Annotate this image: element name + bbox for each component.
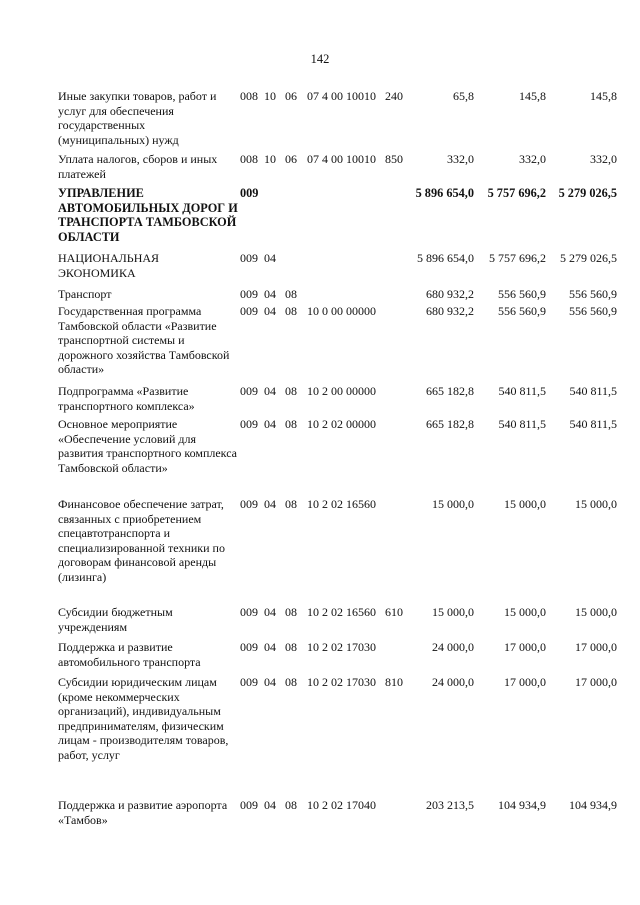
ministry-code: 009	[240, 304, 258, 318]
ministry-code: 009	[240, 675, 258, 689]
subsection-code: 08	[285, 675, 297, 689]
ministry-code: 009	[240, 287, 258, 301]
target-item-code: 10 2 02 16560	[307, 497, 376, 511]
target-item-code: 10 2 02 17030	[307, 640, 376, 654]
amount-year-2: 17 000,0	[504, 640, 546, 654]
section-code: 04	[264, 605, 276, 619]
row-name: Субсидии бюджетным учреждениям	[58, 605, 173, 634]
amount-year-3: 15 000,0	[575, 497, 617, 511]
subsection-code: 08	[285, 497, 297, 511]
amount-year-1: 332,0	[447, 152, 474, 166]
target-item-code: 10 2 00 00000	[307, 384, 376, 398]
amount-year-2: 17 000,0	[504, 675, 546, 689]
target-item-code: 10 2 02 17040	[307, 798, 376, 812]
row-name: Поддержка и развитие аэропорта «Тамбов»	[58, 798, 228, 827]
amount-year-3: 556 560,9	[569, 304, 617, 318]
amount-year-1: 665 182,8	[426, 417, 474, 431]
amount-year-1: 665 182,8	[426, 384, 474, 398]
amount-year-1: 24 000,0	[432, 640, 474, 654]
section-code: 04	[264, 417, 276, 431]
expense-type-code: 810	[385, 675, 403, 689]
subsection-code: 08	[285, 417, 297, 431]
section-code: 10	[264, 89, 276, 103]
ministry-code: 009	[240, 417, 258, 431]
amount-year-2: 104 934,9	[498, 798, 546, 812]
expense-type-code: 240	[385, 89, 403, 103]
amount-year-1: 15 000,0	[432, 497, 474, 511]
subsection-code: 06	[285, 89, 297, 103]
amount-year-3: 15 000,0	[575, 605, 617, 619]
amount-year-3: 17 000,0	[575, 640, 617, 654]
amount-year-2: 332,0	[519, 152, 546, 166]
subsection-code: 08	[285, 304, 297, 318]
amount-year-1: 5 896 654,0	[415, 186, 474, 200]
amount-year-3: 17 000,0	[575, 675, 617, 689]
row-name: Субсидии юридическим лицам (кроме некоммерческих организаций), индивидуальным предпринимателям, физическим лицам - производителям товаров, работ, услуг	[58, 675, 229, 762]
amount-year-1: 24 000,0	[432, 675, 474, 689]
subsection-code: 08	[285, 640, 297, 654]
amount-year-2: 5 757 696,2	[489, 251, 546, 265]
row-name: Основное мероприятие «Обеспечение условий для развития транспортного комплекса Тамбовской области»	[58, 417, 238, 475]
amount-year-1: 5 896 654,0	[417, 251, 474, 265]
amount-year-2: 540 811,5	[498, 384, 546, 398]
ministry-code: 009	[240, 186, 259, 200]
subsection-code: 08	[285, 384, 297, 398]
section-code: 10	[264, 152, 276, 166]
target-item-code: 07 4 00 10010	[307, 89, 376, 103]
expense-type-code: 610	[385, 605, 403, 619]
amount-year-2: 15 000,0	[504, 497, 546, 511]
ministry-code: 008	[240, 152, 258, 166]
ministry-code: 009	[240, 251, 258, 265]
section-code: 04	[264, 798, 276, 812]
amount-year-1: 680 932,2	[426, 304, 474, 318]
subsection-code: 08	[285, 798, 297, 812]
ministry-code: 009	[240, 798, 258, 812]
amount-year-3: 145,8	[590, 89, 617, 103]
target-item-code: 10 2 02 00000	[307, 417, 376, 431]
row-name: Государственная программа Тамбовской области «Развитие транспортной системы и дорожного хозяйства Тамбовской области»	[58, 304, 230, 377]
target-item-code: 07 4 00 10010	[307, 152, 376, 166]
amount-year-3: 5 279 026,5	[560, 251, 617, 265]
ministry-code: 009	[240, 497, 258, 511]
ministry-code: 008	[240, 89, 258, 103]
amount-year-3: 540 811,5	[569, 384, 617, 398]
row-name: НАЦИОНАЛЬНАЯ ЭКОНОМИКА	[58, 251, 160, 280]
amount-year-3: 556 560,9	[569, 287, 617, 301]
ministry-code: 009	[240, 605, 258, 619]
amount-year-1: 65,8	[453, 89, 474, 103]
page-number: 142	[310, 52, 330, 66]
row-name: Подпрограмма «Развитие транспортного комплекса»	[58, 384, 195, 413]
row-name: Транспорт	[58, 287, 112, 301]
section-code: 04	[264, 287, 276, 301]
expense-type-code: 850	[385, 152, 403, 166]
ministry-code: 009	[240, 384, 258, 398]
section-code: 04	[264, 640, 276, 654]
amount-year-2: 556 560,9	[498, 287, 546, 301]
amount-year-3: 332,0	[590, 152, 617, 166]
amount-year-2: 145,8	[519, 89, 546, 103]
section-code: 04	[264, 497, 276, 511]
section-code: 04	[264, 384, 276, 398]
ministry-code: 009	[240, 640, 258, 654]
amount-year-3: 540 811,5	[569, 417, 617, 431]
amount-year-1: 15 000,0	[432, 605, 474, 619]
subsection-code: 08	[285, 287, 297, 301]
amount-year-3: 5 279 026,5	[558, 186, 617, 200]
row-name: Финансовое обеспечение затрат, связанных с приобретением спецавтотранспорта и специализированной техники по договорам финансовой аренды (лизинга)	[58, 497, 225, 584]
row-name: УПРАВЛЕНИЕ АВТОМОБИЛЬНЫХ ДОРОГ И ТРАНСПОРТА ТАМБОВСКОЙ ОБЛАСТИ	[58, 186, 238, 244]
target-item-code: 10 2 02 17030	[307, 675, 376, 689]
amount-year-2: 540 811,5	[498, 417, 546, 431]
subsection-code: 06	[285, 152, 297, 166]
row-name: Уплата налогов, сборов и иных платежей	[58, 152, 218, 181]
subsection-code: 08	[285, 605, 297, 619]
amount-year-2: 5 757 696,2	[487, 186, 546, 200]
target-item-code: 10 2 02 16560	[307, 605, 376, 619]
amount-year-2: 15 000,0	[504, 605, 546, 619]
section-code: 04	[264, 675, 276, 689]
amount-year-3: 104 934,9	[569, 798, 617, 812]
section-code: 04	[264, 251, 276, 265]
row-name: Иные закупки товаров, работ и услуг для обеспечения государственных (муниципальных) нужд	[58, 89, 217, 147]
section-code: 04	[264, 304, 276, 318]
target-item-code: 10 0 00 00000	[307, 304, 376, 318]
amount-year-1: 203 213,5	[426, 798, 474, 812]
row-name: Поддержка и развитие автомобильного транспорта	[58, 640, 201, 669]
amount-year-1: 680 932,2	[426, 287, 474, 301]
amount-year-2: 556 560,9	[498, 304, 546, 318]
